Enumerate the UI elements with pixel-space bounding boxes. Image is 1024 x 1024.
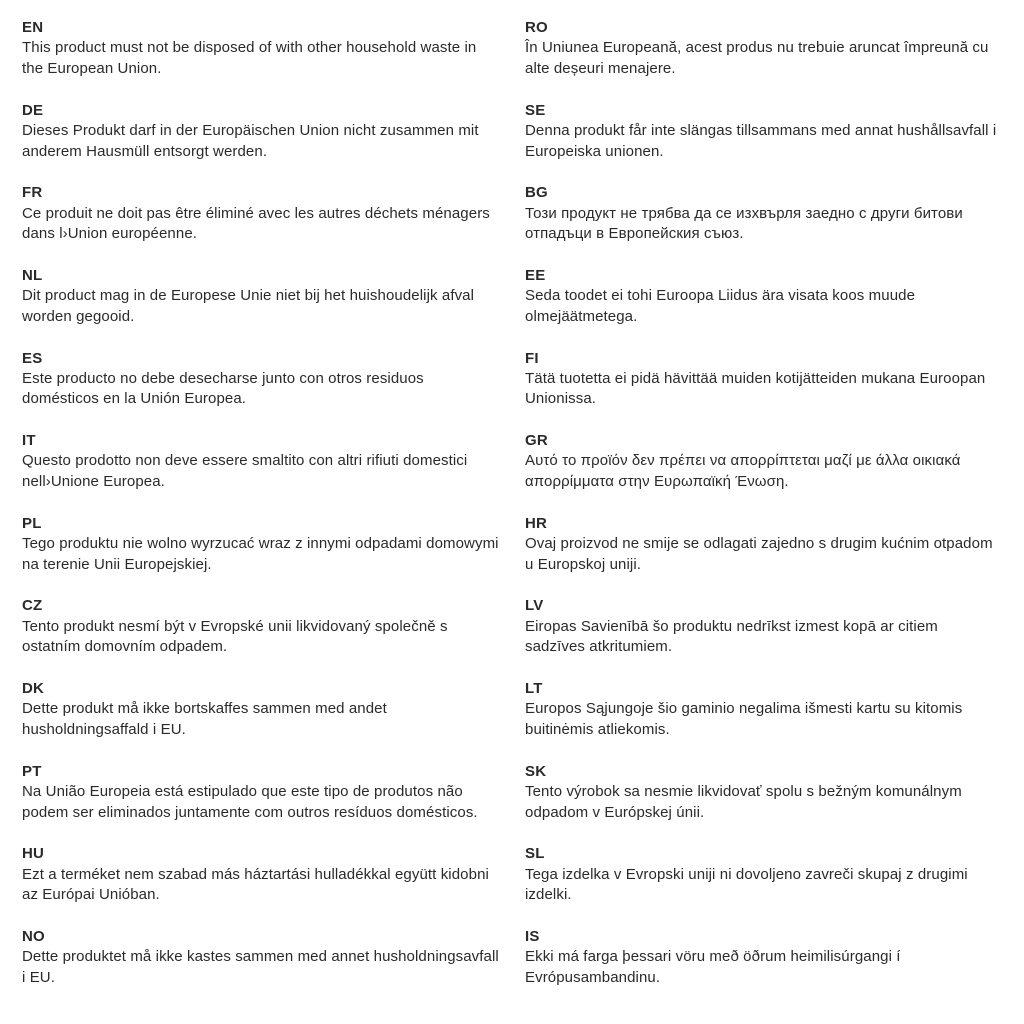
language-code-cz: CZ [22, 597, 43, 615]
notice-fi [525, 349, 1002, 411]
notice-en [22, 18, 499, 80]
notice-text-hr: Ovaj proizvod ne smije se odlagati zajedno s drugim kućnim otpadom u Europskoj uniji. [525, 535, 993, 573]
notice-fr [22, 183, 499, 245]
notice-text-gr: Αυτό το προϊόν δεν πρέπει να απορρίπτεται μαζί με άλλα οικιακά απορρίμματα στην Ευρωπαϊκή Ένωση. [525, 452, 961, 491]
notice-ee [525, 266, 1002, 328]
notice-text-hu: Ezt a terméket nem szabad más háztartási hulladékkal együtt kidobni az Európai Unióban. [22, 865, 489, 904]
language-code-lv: LV [525, 597, 544, 615]
language-code-se: SE [525, 101, 546, 119]
language-code-en: EN [22, 19, 44, 36]
language-code-sl: SL [525, 845, 545, 863]
language-code-pt: PT [22, 762, 42, 780]
notice-is [525, 927, 1002, 989]
notice-ro [525, 18, 1002, 80]
notice-text-fr: Ce produit ne doit pas être éliminé avec les autres déchets ménagers dans l›Union européenne. [22, 204, 490, 243]
notice-text-ee: Seda toodet ei tohi Euroopa Liidus ära visata koos muude olmejäätmetega. [525, 287, 916, 325]
notice-gr [525, 431, 1002, 493]
notice-text-en: This product must not be disposed of with other household waste in the European Union. [22, 39, 477, 77]
language-code-no: NO [22, 927, 45, 945]
notice-text-se: Denna produkt får inte slängas tillsammans med annat hushållsavfall i Europeiska unionen. [525, 121, 997, 160]
notice-text-no: Dette produktet må ikke kastes sammen med annet husholdningsavfall i EU. [22, 948, 499, 986]
notice-text-dk: Dette produkt må ikke bortskaffes sammen med andet husholdningsaffald i EU. [22, 700, 387, 738]
language-code-de: DE [22, 101, 44, 119]
notice-sk [525, 762, 1002, 824]
notice-text-it: Questo prodotto non deve essere smaltito con altri rifiuti domestici nell›Unione Europea. [22, 452, 468, 491]
notice-text-bg: Този продукт не трябва да се изхвърля заедно с други битови отпадъци в Европейския съюз. [525, 204, 963, 243]
language-code-dk: DK [22, 680, 45, 697]
language-code-hr: HR [525, 514, 548, 532]
notice-text-lv: Eiropas Savienībā šo produktu nedrīkst izmest kopā ar citiem sadzīves atkritumiem. [525, 617, 938, 656]
notice-de [22, 101, 499, 163]
language-code-es: ES [22, 349, 43, 367]
notice-dk [22, 679, 499, 741]
language-code-fi: FI [525, 349, 539, 367]
language-code-it: IT [22, 432, 36, 450]
right-column [525, 18, 1002, 1006]
language-code-fr: FR [22, 184, 43, 202]
notice-text-fi: Tätä tuotetta ei pidä hävittää muiden kotijätteiden mukana Euroopan Unionissa. [525, 369, 986, 408]
notice-text-sk: Tento výrobok sa nesmie likvidovať spolu s bežným komunálnym odpadom v Európskej únii. [525, 782, 962, 821]
notice-hr [525, 514, 1002, 576]
notice-text-pt: Na União Europeia está estipulado que este tipo de produtos não podem ser eliminados juntamente com outros resíduos domésticos. [22, 782, 478, 821]
language-code-lt: LT [525, 680, 543, 697]
notice-text-lt: Europos Sąjungoje šio gaminio negalima išmesti kartu su kitomis buitinėmis atliekomis. [525, 700, 963, 738]
notice-text-nl: Dit product mag in de Europese Unie niet bij het huishoudelijk afval worden gegooid. [22, 287, 475, 325]
language-code-bg: BG [525, 184, 548, 202]
notice-text-ro: În Uniunea Europeană, acest produs nu trebuie aruncat împreună cu alte deșeuri menajere. [525, 39, 989, 77]
left-column [22, 18, 499, 1006]
language-code-hu: HU [22, 845, 45, 863]
notice-pt [22, 762, 499, 824]
notice-text-de: Dieses Produkt darf in der Europäischen Union nicht zusammen mit anderem Hausmüll entsorgt werden. [22, 121, 479, 160]
notice-text-cz: Tento produkt nesmí být v Evropské unii likvidovaný společně s ostatním domovním odpadem. [22, 617, 448, 656]
notice-es [22, 349, 499, 411]
notice-text-is: Ekki má farga þessari vöru með öðrum heimilisúrgangi í Evrópusambandinu. [525, 948, 901, 986]
notice-hu [22, 844, 499, 906]
language-code-sk: SK [525, 762, 547, 780]
notice-it [22, 431, 499, 493]
notice-bg [525, 183, 1002, 245]
language-code-nl: NL [22, 266, 43, 284]
language-code-is: IS [525, 927, 540, 945]
notice-cz [22, 596, 499, 658]
notice-sl [525, 844, 1002, 906]
notice-pl [22, 514, 499, 576]
notice-text-es: Este producto no debe desecharse junto con otros residuos domésticos en la Unión Europea. [22, 369, 424, 408]
notice-no [22, 927, 499, 989]
language-code-ro: RO [525, 19, 548, 36]
notice-se [525, 101, 1002, 163]
notice-lt [525, 679, 1002, 741]
language-code-gr: GR [525, 432, 548, 450]
notice-text-pl: Tego produktu nie wolno wyrzucać wraz z innymi odpadami domowymi na terenie Unii Europejskiej. [22, 535, 499, 573]
notice-nl [22, 266, 499, 328]
notice-text-sl: Tega izdelka v Evropski uniji ni dovoljeno zavreči skupaj z drugimi izdelki. [525, 865, 968, 904]
notice-lv [525, 596, 1002, 658]
language-code-ee: EE [525, 266, 546, 284]
language-code-pl: PL [22, 514, 42, 532]
